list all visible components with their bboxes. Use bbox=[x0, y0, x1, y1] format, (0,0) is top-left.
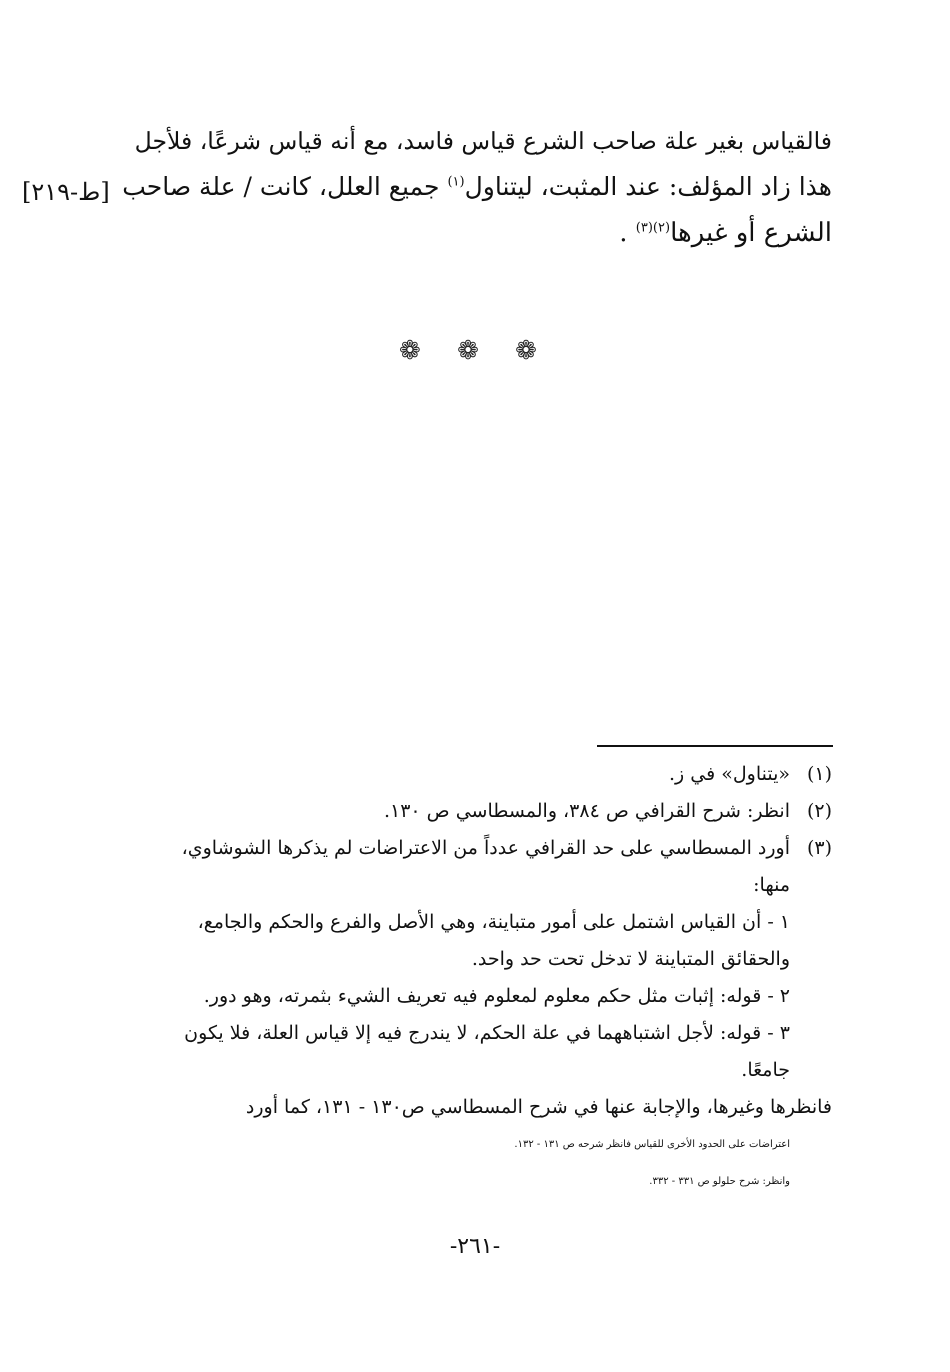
closing-line-1: فانظرها وغيرها، والإجابة عنها في شرح المسطاسي ص١٣٠ - ١٣١، كما أورد bbox=[245, 1096, 832, 1118]
footnote-3-line-2: منها: bbox=[753, 874, 790, 896]
objection-1-line-2: والحقائق المتباينة لا تدخل تحت حد واحد. bbox=[471, 948, 790, 970]
objection-1-line-1: ١ - أن القياس اشتمل على أمور متباينة، وهي الأصل والفرع والحكم والجامع، bbox=[197, 911, 790, 933]
footnote-number: (٢) bbox=[806, 800, 832, 822]
objection-2: ٢ - قوله: إثبات مثل حكم معلوم لمعلوم فيه تعريف الشيء بثمرته، وهو دور. bbox=[203, 985, 790, 1007]
footnote-1 bbox=[120, 756, 832, 793]
footnote-text: انظر: شرح القرافي ص ٣٨٤، والمسطاسي ص ١٣٠. bbox=[383, 800, 790, 822]
page-number: -٢٦١- bbox=[449, 1234, 501, 1259]
footnote-ref-2[interactable]: (٢) bbox=[652, 220, 671, 236]
footnote-3 bbox=[120, 830, 832, 1089]
footnote-divider bbox=[597, 745, 833, 747]
objection-3-line-1: ٣ - قوله: لأجل اشتباههما في علة الحكم، لا يندرج فيه إلا قياس العلة، فلا يكون bbox=[184, 1022, 790, 1044]
footnote-2 bbox=[120, 793, 832, 830]
footnote-3-line-1: أورد المسطاسي على حد القرافي عدداً من الاعتراضات لم يذكرها الشوشاوي، bbox=[181, 837, 790, 859]
main-text-line-2-start: هذا زاد المؤلف: عند المثبت، ليتناول bbox=[464, 172, 832, 201]
main-text bbox=[122, 118, 832, 256]
footnotes bbox=[120, 756, 832, 1200]
margin-page-reference: [ط-٢١٩] bbox=[22, 178, 110, 206]
objection-3-line-2: جامعًا. bbox=[741, 1059, 790, 1081]
main-text-line-3 bbox=[122, 210, 832, 256]
footnote-text bbox=[120, 830, 790, 1089]
main-text-line-2 bbox=[122, 164, 832, 210]
main-text-line-1: فالقياس بغير علة صاحب الشرع قياس فاسد، مع أنه قياس شرعًا، فلأجل bbox=[134, 127, 832, 155]
footnote-number: (٣) bbox=[806, 837, 832, 859]
section-separator-ornament: ❁ ❁ ❁ bbox=[399, 336, 551, 366]
main-text-line-3-end: . bbox=[619, 218, 628, 248]
main-text-line-2-end: جميع العلل، كانت / علة صاحب bbox=[122, 172, 440, 201]
footnote-3-closing bbox=[120, 1089, 832, 1200]
main-text-line-3-start: الشرع أو غيرها bbox=[670, 218, 832, 248]
closing-line-3: وانظر: شرح حلولو ص ٣٣١ - ٣٣٢. bbox=[649, 1176, 790, 1187]
footnote-ref-1[interactable]: (١) bbox=[447, 174, 465, 190]
footnote-ref-3[interactable]: (٣) bbox=[635, 220, 653, 236]
closing-line-2: اعتراضات على الحدود الأخرى للقياس فانظر شرحه ص ١٣١ - ١٣٢. bbox=[514, 1139, 790, 1150]
footnote-number: (١) bbox=[806, 763, 832, 785]
footnote-text: «يتناول» في ز. bbox=[669, 763, 790, 785]
